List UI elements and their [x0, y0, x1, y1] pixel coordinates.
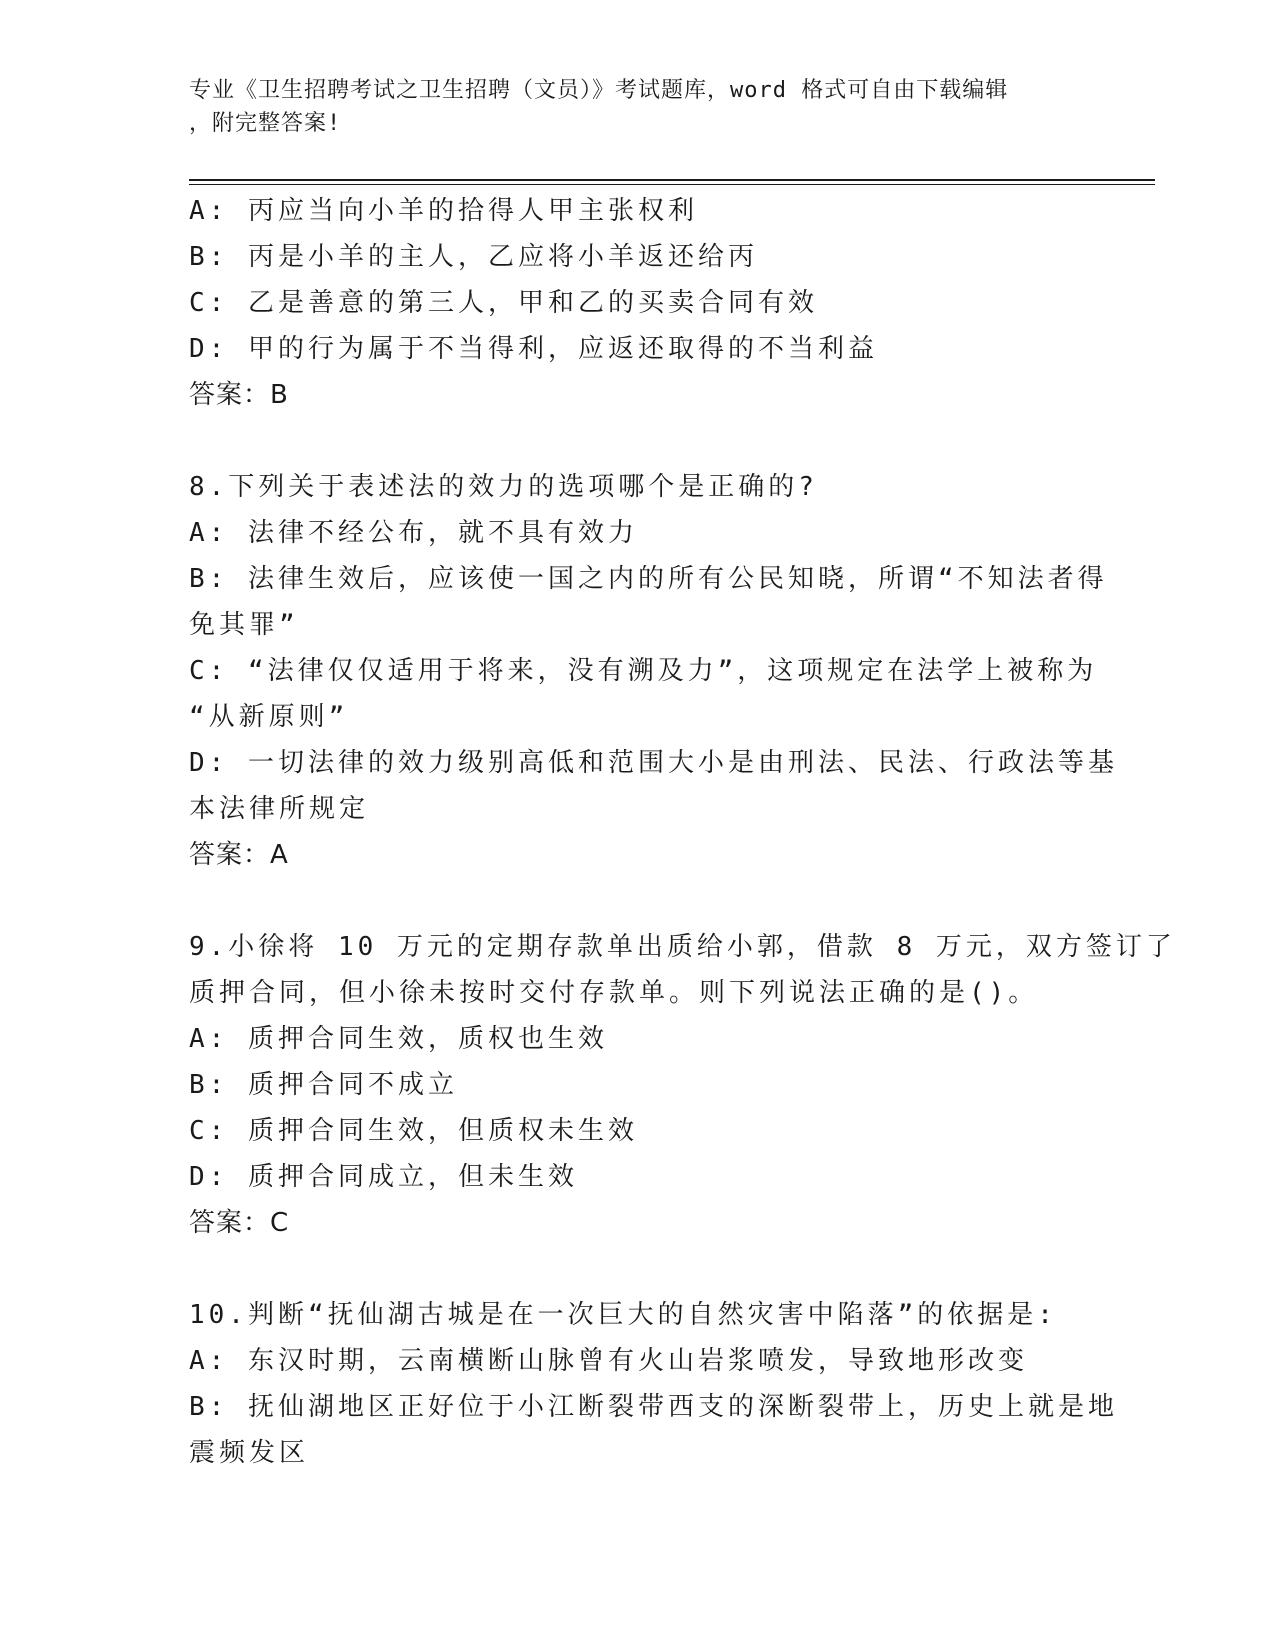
q7-option-a: A: 丙应当向小羊的拾得人甲主张权利 — [189, 196, 698, 226]
q10-question: 10.判断“抚仙湖古城是在一次巨大的自然灾害中陷落”的依据是: — [189, 1300, 1057, 1330]
q8-question: 8.下列关于表述法的效力的选项哪个是正确的? — [189, 472, 818, 502]
q9-option-a: A: 质押合同生效，质权也生效 — [189, 1024, 608, 1054]
q8-answer: 答案：A — [189, 840, 289, 870]
question-content — [189, 188, 1176, 1476]
q8-option-b-line-2: 免其罪” — [189, 610, 299, 640]
document-header — [189, 74, 1089, 140]
header-divider — [189, 179, 1155, 185]
q7-option-c: C: 乙是善意的第三人，甲和乙的买卖合同有效 — [189, 288, 818, 318]
q10-option-a: A: 东汉时期，云南横断山脉曾有火山岩浆喷发，导致地形改变 — [189, 1346, 1028, 1376]
q7-option-d: D: 甲的行为属于不当得利，应返还取得的不当利益 — [189, 334, 878, 364]
spacer — [189, 418, 1089, 464]
q7-option-b: B: 丙是小羊的主人，乙应将小羊返还给丙 — [189, 242, 758, 272]
q8-option-d-line-1: D: 一切法律的效力级别高低和范围大小是由刑法、民法、行政法等基 — [189, 748, 1118, 778]
spacer — [189, 1246, 1089, 1292]
q10-option-b-line-1: B: 抚仙湖地区正好位于小江断裂带西支的深断裂带上，历史上就是地 — [189, 1392, 1118, 1422]
q9-question-line-1: 9.小徐将 10 万元的定期存款单出质给小郭，借款 8 万元，双方签订了 — [189, 932, 1176, 962]
q8-option-c-line-2: “从新原则” — [189, 702, 349, 732]
q9-option-d: D: 质押合同成立，但未生效 — [189, 1162, 578, 1192]
spacer — [189, 878, 1089, 924]
q9-option-c: C: 质押合同生效，但质权未生效 — [189, 1116, 638, 1146]
q9-option-b: B: 质押合同不成立 — [189, 1070, 458, 1100]
q9-answer: 答案：C — [189, 1208, 290, 1238]
q9-question-line-2: 质押合同，但小徐未按时交付存款单。则下列说法正确的是()。 — [189, 978, 1039, 1008]
q8-option-d-line-2: 本法律所规定 — [189, 794, 370, 824]
header-line-1: 专业《卫生招聘考试之卫生招聘（文员）》考试题库，word 格式可自由下载编辑 — [189, 78, 1009, 103]
header-line-2: ，附完整答案! — [189, 111, 342, 136]
q8-option-c-line-1: C: “法律仅仅适用于将来，没有溯及力”，这项规定在法学上被称为 — [189, 656, 1098, 686]
q10-option-b-line-2: 震频发区 — [189, 1438, 310, 1468]
q7-answer: 答案：B — [189, 380, 289, 410]
q8-option-b-line-1: B: 法律生效后，应该使一国之内的所有公民知晓，所谓“不知法者得 — [189, 564, 1108, 594]
q8-option-a: A: 法律不经公布，就不具有效力 — [189, 518, 638, 548]
